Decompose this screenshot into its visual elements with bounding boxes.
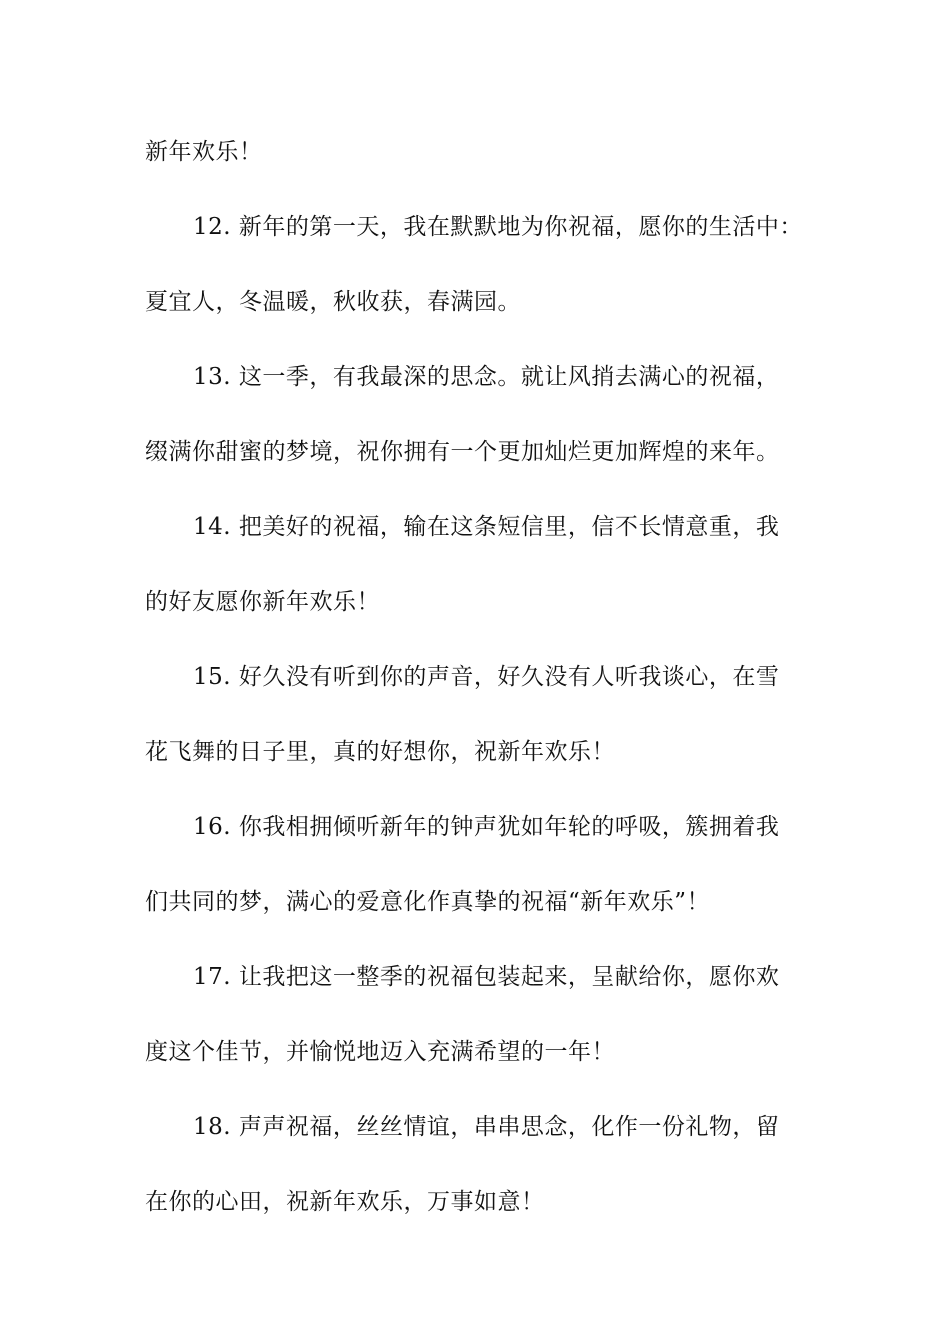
text-line: 花飞舞的日子里，真的好想你，祝新年欢乐！ — [145, 739, 615, 765]
text-line: 缀满你甜蜜的梦境，祝你拥有一个更加灿烂更加辉煌的来年。 — [145, 439, 780, 465]
text-line: 12. 新年的第一天，我在默默地为你祝福，愿你的生活中： — [193, 214, 803, 240]
text-line: 14. 把美好的祝福，输在这条短信里，信不长情意重，我 — [193, 514, 780, 540]
text-line: 18. 声声祝福，丝丝情谊，串串思念，化作一份礼物，留 — [193, 1114, 780, 1140]
text-line: 17. 让我把这一整季的祝福包装起来，呈献给你，愿你欢 — [193, 964, 780, 990]
text-line: 新年欢乐！ — [145, 139, 263, 165]
text-line: 16. 你我相拥倾听新年的钟声犹如年轮的呼吸，簇拥着我 — [193, 814, 780, 840]
text-line: 度这个佳节，并愉悦地迈入充满希望的一年！ — [145, 1039, 615, 1065]
text-line: 13. 这一季，有我最深的思念。就让风捎去满心的祝福， — [193, 364, 780, 390]
text-line: 的好友愿你新年欢乐！ — [145, 589, 380, 615]
text-line: 们共同的梦，满心的爱意化作真挚的祝福“新年欢乐”！ — [145, 889, 711, 915]
text-line: 夏宜人，冬温暖，秋收获，春满园。 — [145, 289, 521, 315]
text-line: 在你的心田，祝新年欢乐，万事如意！ — [145, 1189, 545, 1215]
text-line: 15. 好久没有听到你的声音，好久没有人听我谈心，在雪 — [193, 664, 780, 690]
